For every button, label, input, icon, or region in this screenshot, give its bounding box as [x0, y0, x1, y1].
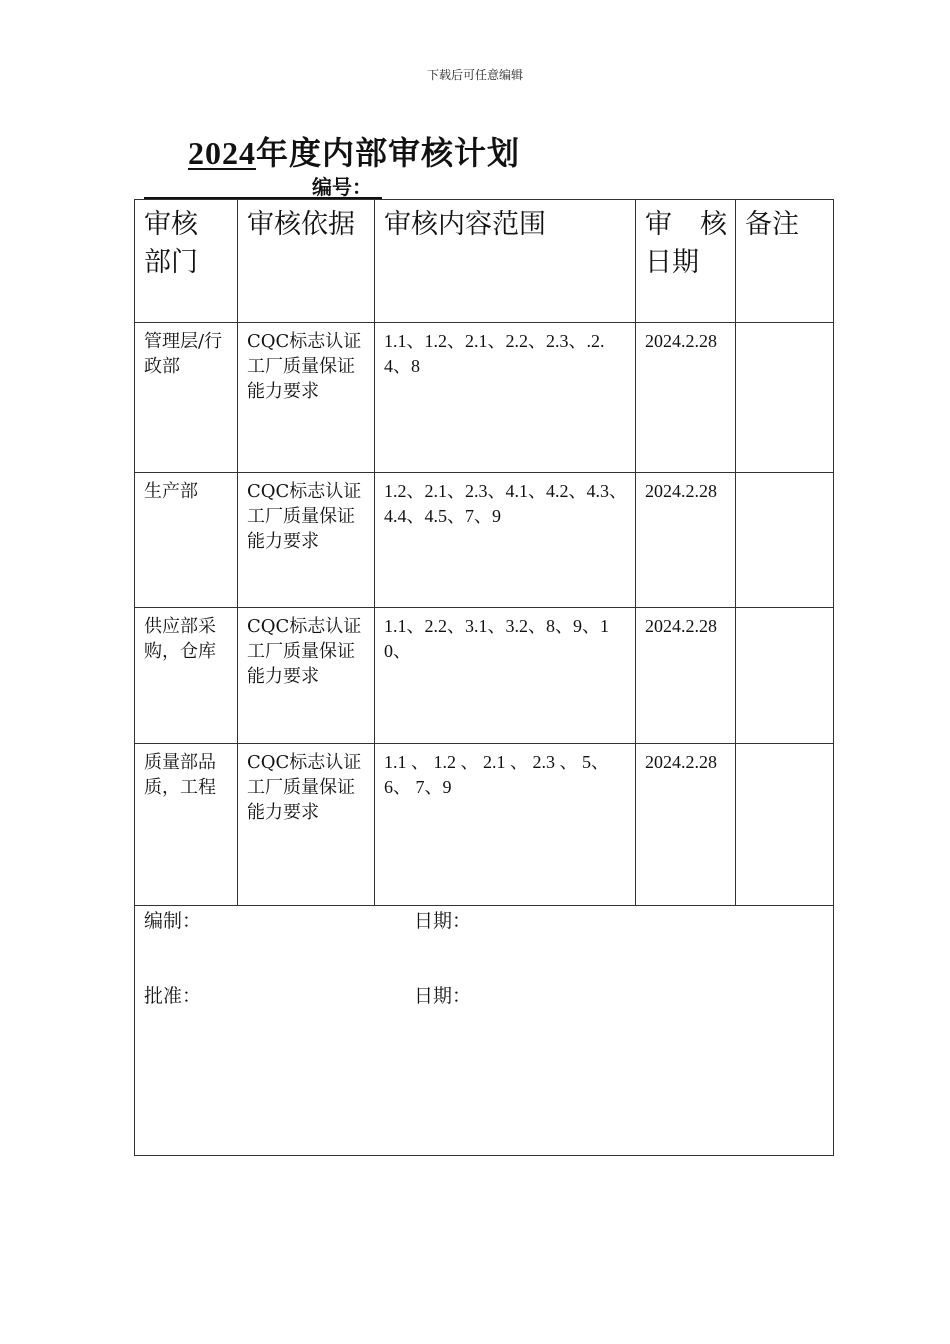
table-row — [135, 323, 834, 473]
approved-label: 批准： — [144, 985, 202, 1007]
header-date — [636, 200, 736, 323]
row-date: 2024.2.28 — [636, 608, 736, 744]
header-date-char1: 审 — [645, 209, 672, 240]
row-remark — [736, 608, 834, 744]
row-scope: 1.1、2.2、3.1、3.2、8、9、10、 — [375, 608, 636, 744]
header-dept-line1: 审核 — [144, 209, 198, 240]
row-basis: CQC标志认证工厂质量保证能力要求 — [238, 744, 375, 906]
header-dept-line2: 部门 — [144, 247, 198, 278]
row-dept: 管理层/行政部 — [135, 323, 238, 473]
header-date-char2: 核 — [700, 209, 727, 240]
row-remark — [736, 744, 834, 906]
row-basis: CQC标志认证工厂质量保证能力要求 — [238, 608, 375, 744]
row-remark — [736, 473, 834, 608]
row-dept: 供应部采购，仓库 — [135, 608, 238, 744]
row-scope: 1.1、1.2、2.1、2.2、2.3、.2.4、8 — [375, 323, 636, 473]
header-basis: 审核依据 — [238, 200, 375, 323]
approved-date-label: 日期： — [414, 985, 472, 1007]
prepared-label: 编制： — [144, 910, 202, 932]
row-date: 2024.2.28 — [636, 473, 736, 608]
header-date-line1 — [645, 206, 727, 244]
row-date: 2024.2.28 — [636, 744, 736, 906]
header-note: 下载后可任意编辑 — [426, 68, 523, 82]
table-row — [135, 744, 834, 906]
signature-row — [135, 906, 834, 1156]
row-scope: 1.2、2.1、2.3、4.1、4.2、4.3、4.4、4.5、7、9 — [375, 473, 636, 608]
table-header-row — [135, 200, 834, 323]
row-remark — [736, 323, 834, 473]
audit-plan-table — [134, 199, 834, 1156]
row-dept: 质量部品质，工程 — [135, 744, 238, 906]
row-dept: 生产部 — [135, 473, 238, 608]
header-dept — [135, 200, 238, 323]
title-text: 年度内部审核计划 — [256, 134, 521, 172]
row-scope: 1.1 、 1.2 、 2.1 、 2.3 、 5、6、 7、9 — [375, 744, 636, 906]
header-scope: 审核内容范围 — [375, 200, 636, 323]
table-row — [135, 473, 834, 608]
header-date-line2: 日期 — [645, 247, 699, 278]
code-label: 编号： — [312, 175, 372, 199]
page-title — [188, 128, 520, 174]
signature-cell — [135, 906, 834, 1156]
header-remark: 备注 — [736, 200, 834, 323]
title-year: 2024 — [188, 135, 256, 171]
row-basis: CQC标志认证工厂质量保证能力要求 — [238, 323, 375, 473]
row-date: 2024.2.28 — [636, 323, 736, 473]
prepared-date-label: 日期： — [414, 910, 472, 932]
table-row — [135, 608, 834, 744]
row-basis: CQC标志认证工厂质量保证能力要求 — [238, 473, 375, 608]
